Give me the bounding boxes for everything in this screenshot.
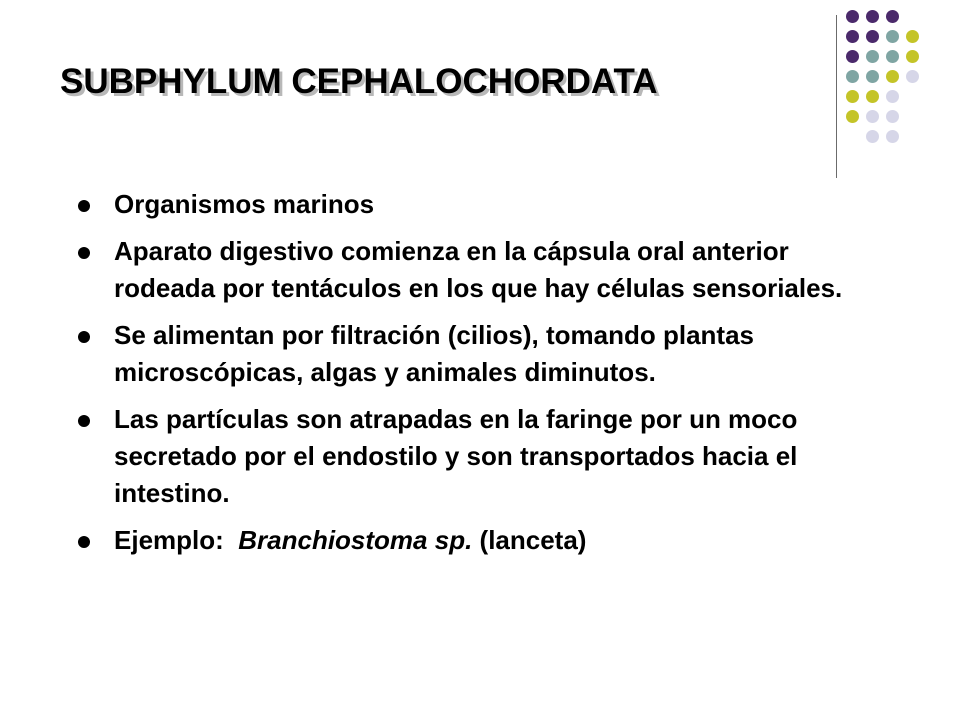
decorative-dot-grid	[846, 10, 942, 156]
bullet-item	[76, 317, 856, 391]
bullet-item	[76, 186, 856, 223]
decorative-dot-purple	[846, 50, 859, 63]
decorative-dot-purple	[866, 10, 879, 23]
bullet-dot-icon	[78, 536, 90, 548]
decorative-dot-purple	[866, 30, 879, 43]
example-label: Ejemplo:	[114, 525, 239, 555]
decorative-dot-olive	[886, 70, 899, 83]
bullet-text: Organismos marinos	[114, 189, 375, 219]
decorative-dot-teal	[886, 30, 899, 43]
decorative-dot-olive	[866, 90, 879, 103]
decorative-dot-olive	[846, 110, 859, 123]
bullet-text: Las partículas son atrapadas en la faringe por un moco secretado por el endostilo y son transportados hacia el intestino.	[114, 404, 798, 508]
decorative-dot-lavender	[906, 70, 919, 83]
decorative-divider-line	[836, 15, 837, 178]
decorative-dot-purple	[846, 30, 859, 43]
decorative-dot-lavender	[866, 130, 879, 143]
decorative-dot-teal	[846, 70, 859, 83]
decorative-dot-teal	[866, 70, 879, 83]
bullet-dot-icon	[78, 415, 90, 427]
decorative-dot-teal	[866, 50, 879, 63]
decorative-dot-lavender	[886, 130, 899, 143]
common-name: (lanceta)	[472, 525, 587, 555]
bullet-item	[76, 401, 856, 512]
bullet-item	[76, 233, 856, 307]
decorative-dot-purple	[846, 10, 859, 23]
bullet-dot-icon	[78, 247, 90, 259]
bullet-item-example	[76, 522, 856, 559]
bullet-dot-icon	[78, 200, 90, 212]
species-name: Branchiostoma sp.	[238, 525, 473, 555]
bullet-text: Aparato digestivo comienza en la cápsula oral anterior rodeada por tentáculos en los que hay células sensoriales.	[114, 236, 843, 303]
decorative-dot-lavender	[866, 110, 879, 123]
decorative-dot-olive	[846, 90, 859, 103]
decorative-dot-lavender	[886, 90, 899, 103]
bullet-list	[76, 186, 856, 569]
decorative-dot-teal	[886, 50, 899, 63]
decorative-dot-olive	[906, 50, 919, 63]
bullet-text: Se alimentan por filtración (cilios), tomando plantas microscópicas, algas y animales diminutos.	[114, 320, 754, 387]
decorative-dot-olive	[906, 30, 919, 43]
decorative-dot-lavender	[886, 110, 899, 123]
slide-title: SUBPHYLUM CEPHALOCHORDATA	[60, 62, 658, 101]
decorative-dot-purple	[886, 10, 899, 23]
bullet-dot-icon	[78, 331, 90, 343]
